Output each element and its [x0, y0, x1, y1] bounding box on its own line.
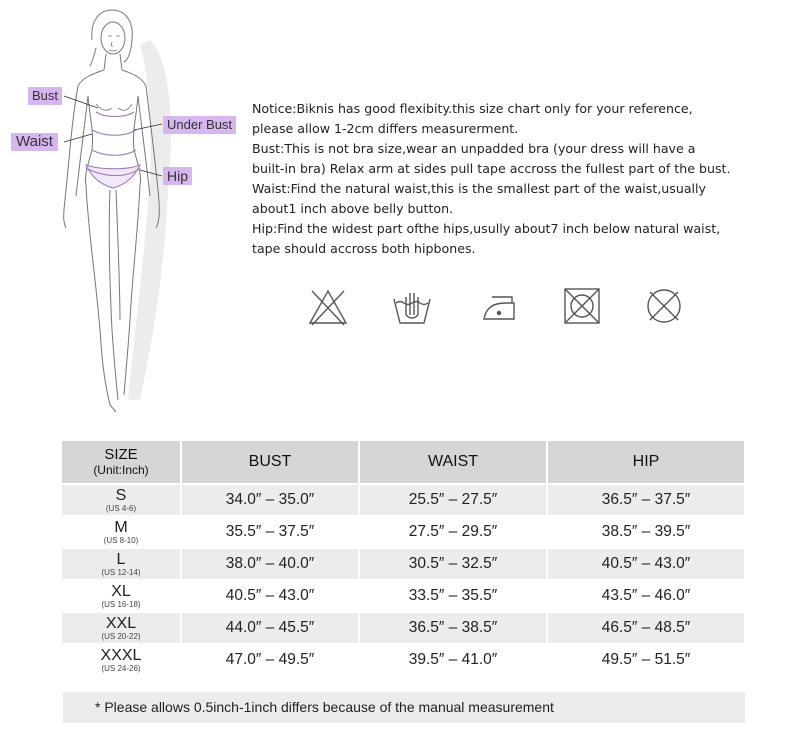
hip-cell: 49.5″ – 51.5″: [548, 645, 744, 675]
low-iron-icon: [478, 285, 522, 327]
notice-line: Hip:Find the widest part ofthe hips,usully about7 inch below natural waist,: [252, 221, 721, 236]
notice-line: Notice:Biknis has good flexibity.this size chart only for your reference,: [252, 101, 693, 116]
hip-cell: 38.5″ – 39.5″: [548, 517, 744, 547]
table-row: [62, 581, 744, 611]
size-cell: [62, 613, 180, 643]
bust-cell: 47.0″ – 49.5″: [182, 645, 358, 675]
bust-cell: 34.0″ – 35.0″: [182, 485, 358, 515]
measurement-notice: [252, 99, 797, 259]
size-column-header: [62, 441, 180, 483]
table-row: [62, 549, 744, 579]
table-row: [62, 517, 744, 547]
notice-line: Bust:This is not bra size,wear an unpadded bra (your dress will have a: [252, 141, 696, 156]
us-size: (US 4-6): [105, 503, 137, 513]
hip-label: Hip: [163, 167, 192, 185]
size-value: S: [115, 486, 127, 504]
do-not-tumble-dry-icon: [560, 285, 604, 327]
hip-column-header: HIP: [548, 441, 744, 483]
do-not-dry-clean-icon: [642, 285, 686, 327]
table-header-row: [62, 441, 744, 483]
care-instructions: [306, 285, 701, 330]
size-cell: [62, 581, 180, 611]
size-value: XXXL: [100, 646, 142, 664]
us-size: (US 8-10): [103, 535, 139, 545]
bust-cell: 40.5″ – 43.0″: [182, 581, 358, 611]
table-row: [62, 485, 744, 515]
measurement-footnote: * Please allows 0.5inch-1inch differs because of the manual measurement: [63, 692, 745, 723]
notice-line: built-in bra) Relax arm at sides pull tape accross the fullest part of the bust.: [252, 161, 731, 176]
size-cell: [62, 517, 180, 547]
waist-cell: 36.5″ – 38.5″: [360, 613, 546, 643]
waist-cell: 39.5″ – 41.0″: [360, 645, 546, 675]
size-cell: [62, 485, 180, 515]
hand-wash-icon: [390, 285, 434, 327]
size-cell: [62, 645, 180, 675]
notice-line: Waist:Find the natural waist,this is the smallest part of the waist,usually: [252, 181, 706, 196]
size-header-label: SIZE: [104, 446, 138, 463]
us-size: (US 12-14): [101, 567, 141, 577]
bust-cell: 38.0″ – 40.0″: [182, 549, 358, 579]
bust-cell: 44.0″ – 45.5″: [182, 613, 358, 643]
table-row: [62, 613, 744, 643]
hip-cell: 46.5″ – 48.5″: [548, 613, 744, 643]
notice-line: please allow 1-2cm differs measurerment.: [252, 121, 519, 136]
woman-silhouette-illustration: [0, 0, 240, 425]
waist-cell: 25.5″ – 27.5″: [360, 485, 546, 515]
waist-cell: 27.5″ – 29.5″: [360, 517, 546, 547]
notice-line: about1 inch above belly button.: [252, 201, 454, 216]
size-value: XXL: [105, 614, 137, 632]
us-size: (US 20-22): [101, 631, 141, 641]
size-chart-table: [60, 439, 746, 677]
size-value: M: [114, 518, 128, 536]
hip-cell: 43.5″ – 46.0″: [548, 581, 744, 611]
bust-cell: 35.5″ – 37.5″: [182, 517, 358, 547]
bust-label: Bust: [28, 87, 62, 105]
do-not-bleach-icon: [306, 285, 350, 327]
us-size: (US 24-26): [101, 663, 141, 673]
waist-column-header: WAIST: [360, 441, 546, 483]
size-unit-label: (Unit:Inch): [93, 463, 149, 477]
hip-cell: 40.5″ – 43.0″: [548, 549, 744, 579]
waist-cell: 33.5″ – 35.5″: [360, 581, 546, 611]
body-measurement-figure: [0, 0, 240, 425]
waist-cell: 30.5″ – 32.5″: [360, 549, 546, 579]
us-size: (US 16-18): [101, 599, 141, 609]
under-bust-label: Under Bust: [163, 116, 236, 134]
notice-line: tape should accross both hipbones.: [252, 241, 476, 256]
bust-column-header: BUST: [182, 441, 358, 483]
table-row: [62, 645, 744, 675]
size-value: L: [116, 550, 126, 568]
waist-label: Waist: [11, 133, 58, 151]
hip-cell: 36.5″ – 37.5″: [548, 485, 744, 515]
size-value: XL: [111, 582, 131, 600]
size-cell: [62, 549, 180, 579]
